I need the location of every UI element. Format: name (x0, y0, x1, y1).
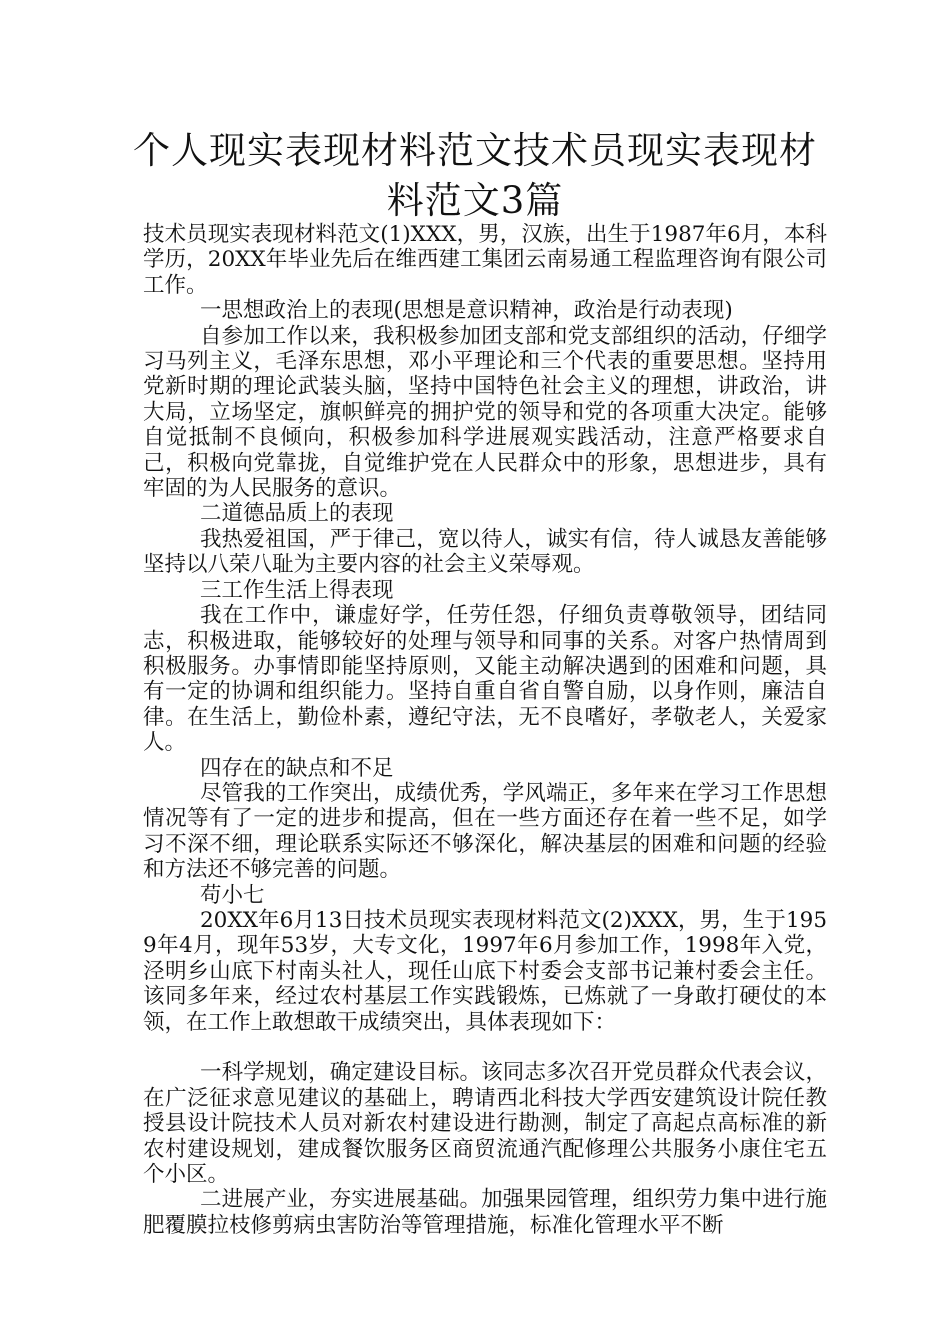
blank-line (143, 1035, 827, 1060)
document-body (143, 222, 827, 1238)
paragraph: 我热爱祖国，严于律己，宽以待人，诚实有信，待人诚恳友善能够坚持以八荣八耻为主要内容的社会主义荣辱观。 (143, 526, 827, 578)
section-heading: 三工作生活上得表现 (200, 577, 394, 603)
document-title: 个人现实表现材料范文技术员现实表现材料范文3篇 (133, 129, 817, 222)
paragraph: 自参加工作以来，我积极参加团支部和党支部组织的活动，仔细学习马列主义，毛泽东思想，邓小平理论和三个代表的重要思想。坚持用党新时期的理论武装头脑，坚持中国特色社会主义的理想，讲政治，讲大局，立场坚定，旗帜鲜亮的拥护党的领导和党的各项重大决定。能够自觉抵制不良倾向，积极参加科学进展观实践活动，注意严格要求自己，积极向党靠拢，自觉维护党在人民群众中的形象，思想进步，具有牢固的为人民服务的意识。 (143, 323, 827, 502)
signature-name: 苟小七 (200, 882, 265, 908)
paragraph: 二进展产业，夯实进展基础。加强果园管理，组织劳力集中进行施肥覆膜拉枝修剪病虫害防治等管理措施，标准化管理水平不断 (143, 1187, 827, 1238)
paragraph: 尽管我的工作突出，成绩优秀，学风端正，多年来在学习工作思想情况等有了一定的进步和提高，但在一些方面还存在着一些不足，如学习不深不细，理论联系实际还不够深化，解决基层的困难和问题的经验和方法还不够完善的问题。 (143, 780, 827, 883)
section-heading: 二道德品质上的表现 (200, 501, 394, 527)
section-heading: 一思想政治上的表现(思想是意识精神，政治是行动表现) (200, 298, 733, 324)
paragraph: 技术员现实表现材料范文(1)XXX，男，汉族，出生于1987年6月，本科学历，20XX年毕业先后在维西建工集团云南易通工程监理咨询有限公司工作。 (143, 222, 827, 298)
section-heading: 四存在的缺点和不足 (200, 755, 394, 781)
paragraph: 我在工作中，谦虚好学，任劳任怨，仔细负责尊敬领导，团结同志，积极进取，能够较好的处理与领导和同事的关系。对客户热情周到积极服务。办事情即能坚持原则，又能主动解决遇到的困难和问题，具有一定的协调和组织能力。坚持自重自省自警自励，以身作则，廉洁自律。在生活上，勤俭朴素，遵纪守法，无不良嗜好，孝敬老人，关爱家人。 (143, 603, 827, 756)
paragraph: 20XX年6月13日技术员现实表现材料范文(2)XXX，男，生于1959年4月，现年53岁，大专文化，1997年6月参加工作，1998年入党，泾明乡山底下村南头社人，现任山底下村委会支部书记兼村委会主任。该同多年来，经过农村基层工作实践锻炼，已炼就了一身敢打硬仗的本领，在工作上敢想敢干成绩突出，具体表现如下： (143, 907, 827, 1035)
paragraph: 一科学规划，确定建设目标。该同志多次召开党员群众代表会议，在广泛征求意见建议的基础上，聘请西北科技大学西安建筑设计院任教授县设计院技术人员对新农村建设进行勘测，制定了高起点高标准的新农村建设规划，建成餐饮服务区商贸流通汽配修理公共服务小康住宅五个小区。 (143, 1060, 827, 1188)
